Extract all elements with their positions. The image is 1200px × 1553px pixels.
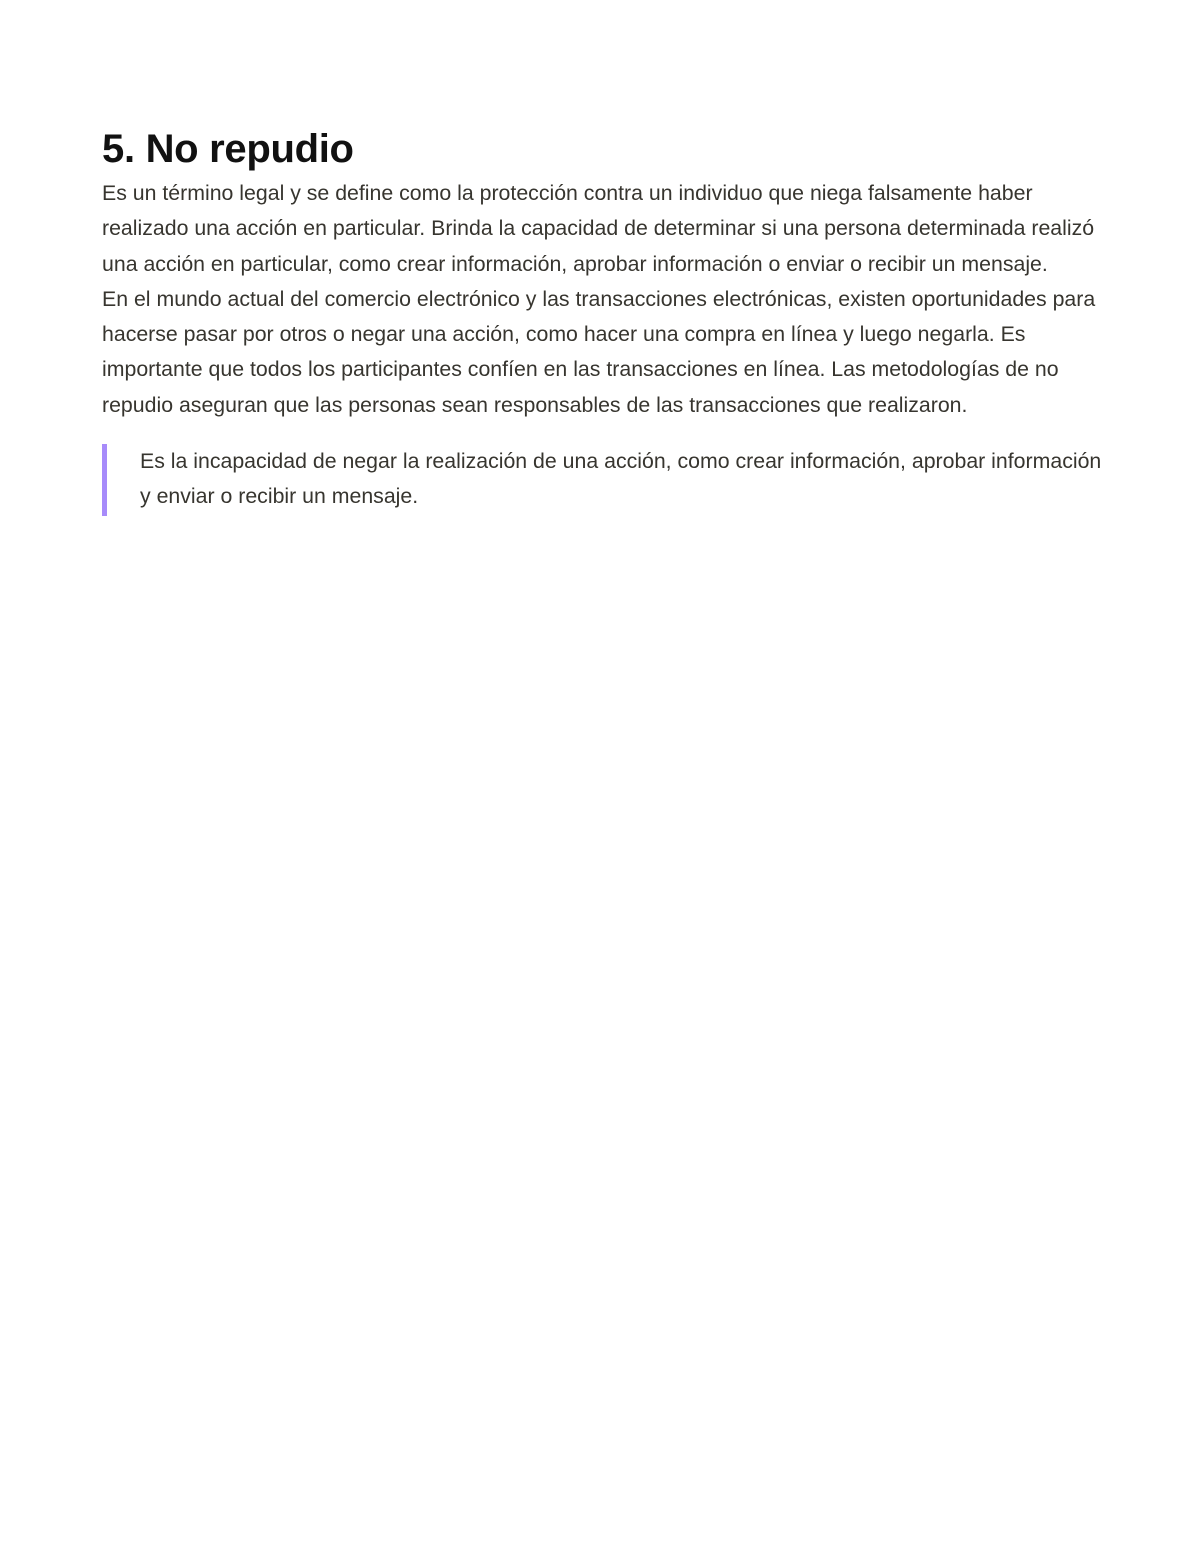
paragraph-context: En el mundo actual del comercio electrónico y las transacciones electrónicas, existen oportunidades para hacerse pasar por otros o negar una acción, como hacer una compra en línea y luego negarla. Es importante que todos los participantes confíen en las transacciones en línea. Las metodologías de no repudio aseguran que las personas sean responsables de las transacciones que realizaron. (102, 286, 1096, 417)
section-heading: 5. No repudio (102, 127, 354, 171)
callout-quote-text: Es la incapacidad de negar la realización de una acción, como crear información, aprobar información y enviar o recibir un mensaje. (140, 449, 1102, 509)
paragraph-definition: Es un término legal y se define como la protección contra un individuo que niega falsamente haber realizado una acción en particular. Brinda la capacidad de determinar si una persona determinada realizó una acción en particular, como crear información, aprobar información o enviar o recibir un mensaje. (102, 181, 1095, 276)
document-page (102, 122, 1102, 516)
callout-quote (102, 444, 1102, 516)
